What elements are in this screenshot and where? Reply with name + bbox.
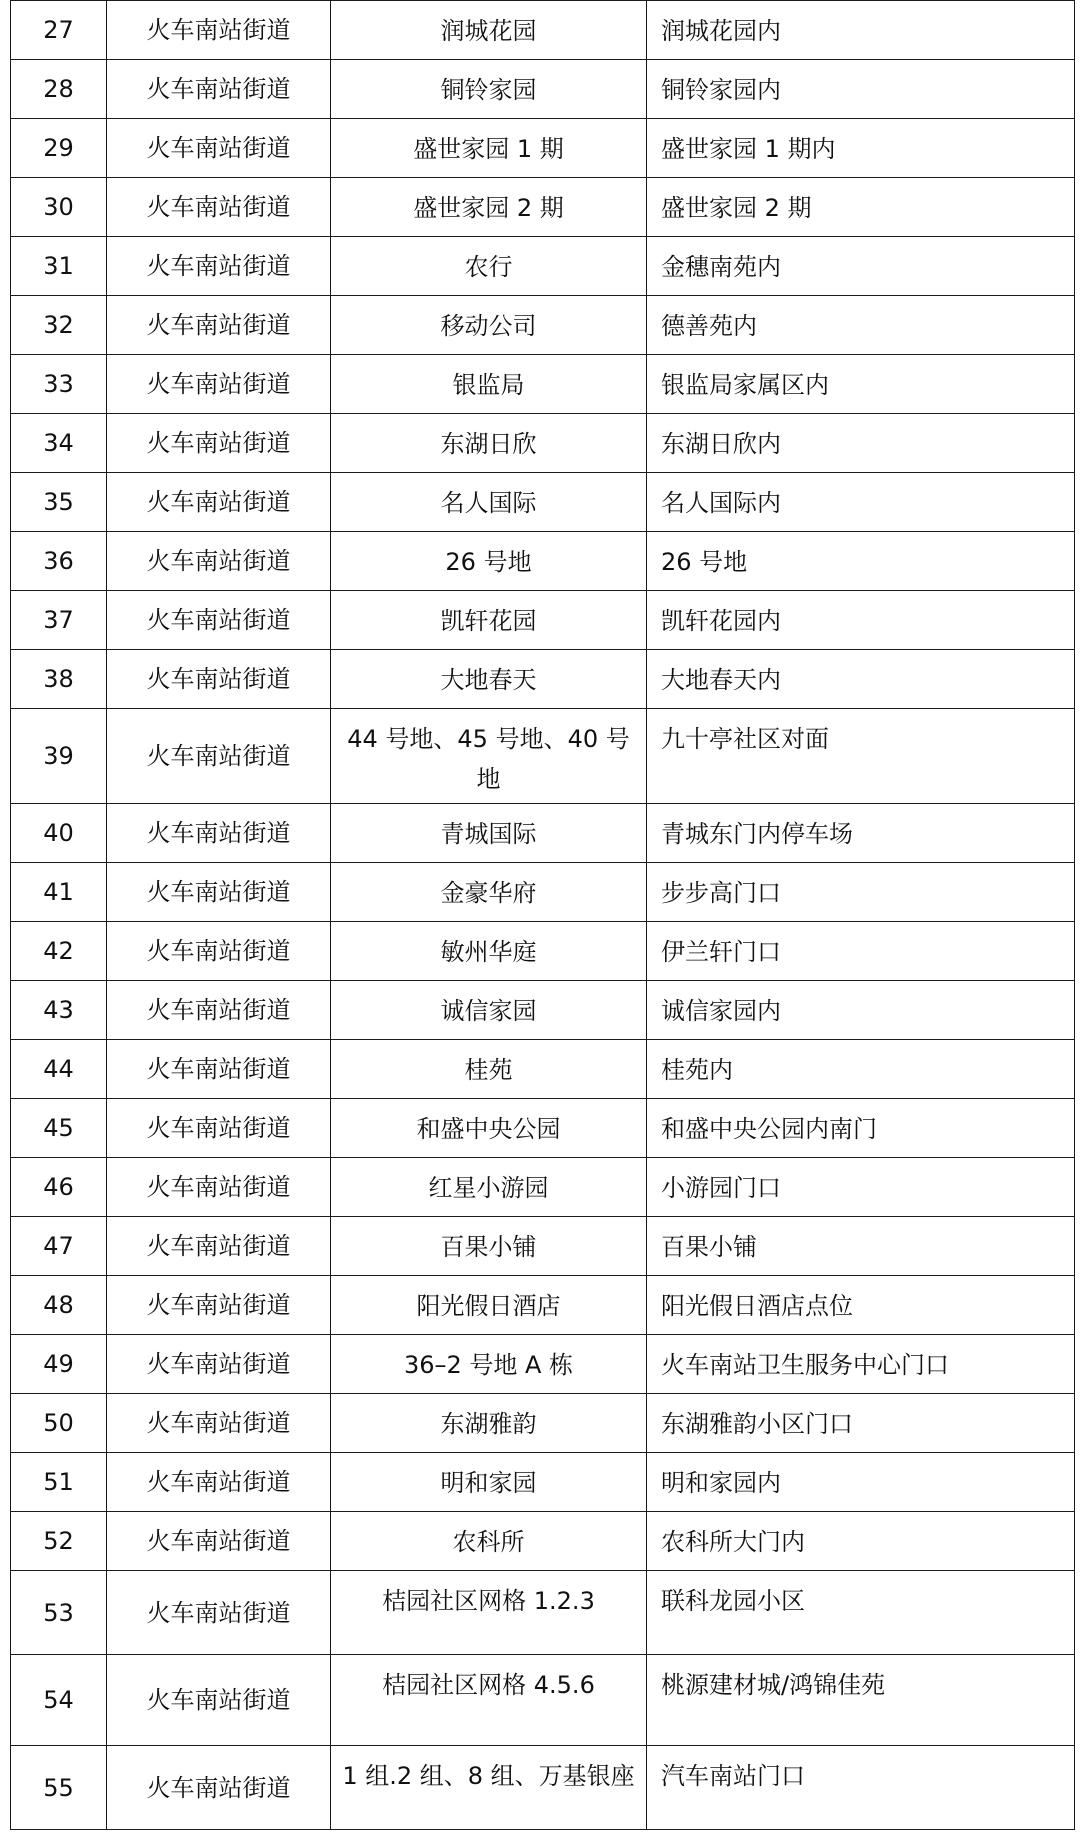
street-name: 火车南站街道 [107, 296, 331, 355]
site-table [10, 0, 1075, 1830]
site-name: 东湖日欣 [331, 414, 647, 473]
street-name: 火车南站街道 [107, 709, 331, 804]
row-number: 37 [11, 591, 107, 650]
site-name: 东湖雅韵 [331, 1394, 647, 1453]
street-name: 火车南站街道 [107, 1571, 331, 1655]
street-name: 火车南站街道 [107, 863, 331, 922]
street-name: 火车南站街道 [107, 1394, 331, 1453]
row-number: 47 [11, 1217, 107, 1276]
site-location: 青城东门内停车场 [647, 804, 1075, 863]
street-name: 火车南站街道 [107, 804, 331, 863]
street-name: 火车南站街道 [107, 1, 331, 60]
table-row [11, 60, 1075, 119]
table-row [11, 237, 1075, 296]
street-name: 火车南站街道 [107, 1746, 331, 1830]
row-number: 43 [11, 981, 107, 1040]
row-number: 40 [11, 804, 107, 863]
row-number: 30 [11, 178, 107, 237]
site-name: 润城花园 [331, 1, 647, 60]
table-row [11, 591, 1075, 650]
site-location: 润城花园内 [647, 1, 1075, 60]
row-number: 53 [11, 1571, 107, 1655]
site-location: 铜铃家园内 [647, 60, 1075, 119]
row-number: 50 [11, 1394, 107, 1453]
table-row [11, 473, 1075, 532]
street-name: 火车南站街道 [107, 414, 331, 473]
site-name: 44 号地、45 号地、40 号地 [331, 709, 647, 804]
row-number: 41 [11, 863, 107, 922]
site-name: 大地春天 [331, 650, 647, 709]
table-row [11, 1217, 1075, 1276]
street-name: 火车南站街道 [107, 473, 331, 532]
site-name: 百果小铺 [331, 1217, 647, 1276]
site-location: 东湖日欣内 [647, 414, 1075, 473]
row-number: 35 [11, 473, 107, 532]
street-name: 火车南站街道 [107, 119, 331, 178]
site-name: 1 组.2 组、8 组、万基银座 [331, 1746, 647, 1830]
row-number: 27 [11, 1, 107, 60]
site-name: 名人国际 [331, 473, 647, 532]
site-name: 盛世家园 1 期 [331, 119, 647, 178]
site-name: 36–2 号地 A 栋 [331, 1335, 647, 1394]
site-location: 汽车南站门口 [647, 1746, 1075, 1830]
row-number: 29 [11, 119, 107, 178]
row-number: 48 [11, 1276, 107, 1335]
site-name: 桔园社区网格 4.5.6 [331, 1655, 647, 1746]
table-row [11, 863, 1075, 922]
site-name: 农科所 [331, 1512, 647, 1571]
table-row [11, 650, 1075, 709]
street-name: 火车南站街道 [107, 237, 331, 296]
site-name: 铜铃家园 [331, 60, 647, 119]
table-row [11, 355, 1075, 414]
table-row [11, 414, 1075, 473]
site-name: 和盛中央公园 [331, 1099, 647, 1158]
table-row [11, 709, 1075, 804]
site-location: 百果小铺 [647, 1217, 1075, 1276]
row-number: 52 [11, 1512, 107, 1571]
site-name: 农行 [331, 237, 647, 296]
row-number: 49 [11, 1335, 107, 1394]
street-name: 火车南站街道 [107, 922, 331, 981]
table-row [11, 1, 1075, 60]
site-name: 桂苑 [331, 1040, 647, 1099]
site-location: 桃源建材城/鸿锦佳苑 [647, 1655, 1075, 1746]
table-row [11, 1512, 1075, 1571]
row-number: 51 [11, 1453, 107, 1512]
table-row [11, 119, 1075, 178]
street-name: 火车南站街道 [107, 1512, 331, 1571]
row-number: 46 [11, 1158, 107, 1217]
street-name: 火车南站街道 [107, 1655, 331, 1746]
site-location: 桂苑内 [647, 1040, 1075, 1099]
street-name: 火车南站街道 [107, 1099, 331, 1158]
site-name: 阳光假日酒店 [331, 1276, 647, 1335]
street-name: 火车南站街道 [107, 1158, 331, 1217]
site-location: 银监局家属区内 [647, 355, 1075, 414]
site-location: 诚信家园内 [647, 981, 1075, 1040]
street-name: 火车南站街道 [107, 650, 331, 709]
row-number: 45 [11, 1099, 107, 1158]
street-name: 火车南站街道 [107, 1276, 331, 1335]
table-row [11, 1040, 1075, 1099]
site-name: 银监局 [331, 355, 647, 414]
site-name: 明和家园 [331, 1453, 647, 1512]
table-row [11, 1335, 1075, 1394]
table-row [11, 1099, 1075, 1158]
table-row [11, 981, 1075, 1040]
street-name: 火车南站街道 [107, 1040, 331, 1099]
row-number: 38 [11, 650, 107, 709]
site-location: 凯轩花园内 [647, 591, 1075, 650]
table-row [11, 1655, 1075, 1746]
site-name: 盛世家园 2 期 [331, 178, 647, 237]
site-name: 移动公司 [331, 296, 647, 355]
street-name: 火车南站街道 [107, 1453, 331, 1512]
row-number: 36 [11, 532, 107, 591]
site-location: 火车南站卫生服务中心门口 [647, 1335, 1075, 1394]
row-number: 39 [11, 709, 107, 804]
row-number: 54 [11, 1655, 107, 1746]
table-row [11, 178, 1075, 237]
street-name: 火车南站街道 [107, 981, 331, 1040]
site-location: 大地春天内 [647, 650, 1075, 709]
row-number: 42 [11, 922, 107, 981]
table-row [11, 922, 1075, 981]
row-number: 33 [11, 355, 107, 414]
street-name: 火车南站街道 [107, 1335, 331, 1394]
table-row [11, 1394, 1075, 1453]
table-row [11, 296, 1075, 355]
table-row [11, 532, 1075, 591]
site-location: 盛世家园 1 期内 [647, 119, 1075, 178]
row-number: 44 [11, 1040, 107, 1099]
site-location: 盛世家园 2 期 [647, 178, 1075, 237]
site-name: 凯轩花园 [331, 591, 647, 650]
row-number: 55 [11, 1746, 107, 1830]
site-location: 阳光假日酒店点位 [647, 1276, 1075, 1335]
table-row [11, 1276, 1075, 1335]
site-location: 26 号地 [647, 532, 1075, 591]
street-name: 火车南站街道 [107, 355, 331, 414]
site-name: 红星小游园 [331, 1158, 647, 1217]
site-location: 明和家园内 [647, 1453, 1075, 1512]
row-number: 28 [11, 60, 107, 119]
site-location: 步步高门口 [647, 863, 1075, 922]
site-name: 诚信家园 [331, 981, 647, 1040]
street-name: 火车南站街道 [107, 60, 331, 119]
street-name: 火车南站街道 [107, 532, 331, 591]
row-number: 32 [11, 296, 107, 355]
site-name: 金豪华府 [331, 863, 647, 922]
site-name: 青城国际 [331, 804, 647, 863]
table-row [11, 1746, 1075, 1830]
site-location: 农科所大门内 [647, 1512, 1075, 1571]
site-location: 和盛中央公园内南门 [647, 1099, 1075, 1158]
street-name: 火车南站街道 [107, 591, 331, 650]
street-name: 火车南站街道 [107, 1217, 331, 1276]
site-name: 敏州华庭 [331, 922, 647, 981]
site-location: 小游园门口 [647, 1158, 1075, 1217]
site-table-body [11, 1, 1075, 1830]
site-location: 东湖雅韵小区门口 [647, 1394, 1075, 1453]
table-row [11, 1453, 1075, 1512]
site-location: 九十亭社区对面 [647, 709, 1075, 804]
table-row [11, 1571, 1075, 1655]
site-location: 德善苑内 [647, 296, 1075, 355]
site-name: 26 号地 [331, 532, 647, 591]
row-number: 31 [11, 237, 107, 296]
site-location: 金穗南苑内 [647, 237, 1075, 296]
site-location: 联科龙园小区 [647, 1571, 1075, 1655]
table-row [11, 1158, 1075, 1217]
site-location: 伊兰轩门口 [647, 922, 1075, 981]
row-number: 34 [11, 414, 107, 473]
site-name: 桔园社区网格 1.2.3 [331, 1571, 647, 1655]
table-row [11, 804, 1075, 863]
street-name: 火车南站街道 [107, 178, 331, 237]
site-location: 名人国际内 [647, 473, 1075, 532]
